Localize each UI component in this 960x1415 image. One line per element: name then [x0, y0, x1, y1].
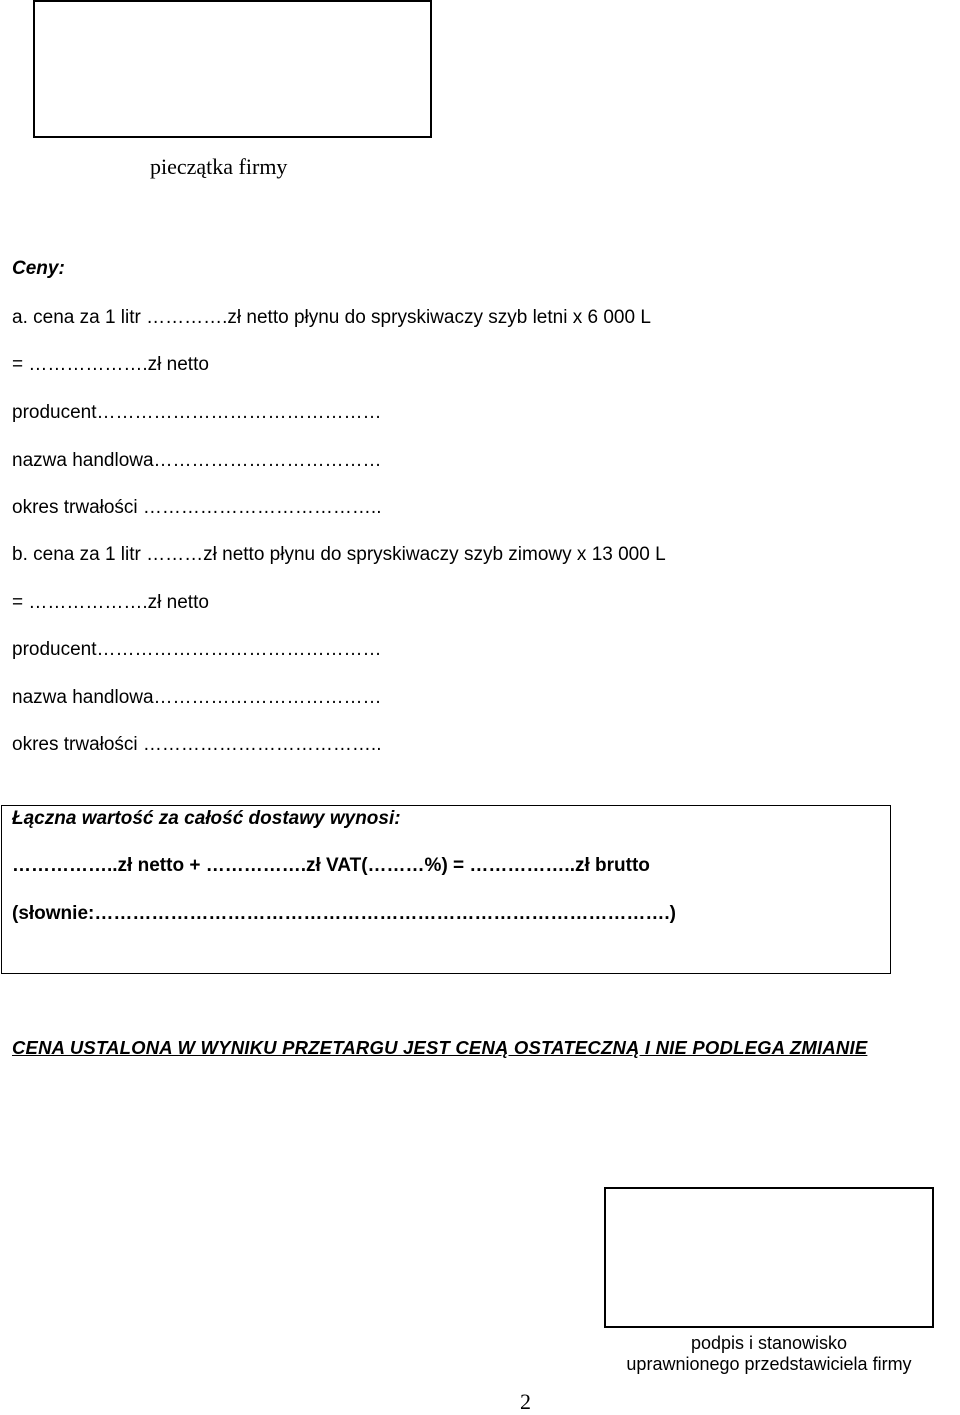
page-number: 2 [520, 1389, 531, 1414]
total-amounts-line: ……………..zł netto + …………….zł VAT(………%) = ……………..zł brutto [12, 855, 650, 876]
total-in-words: (słownie:……………………………………………………………………………….) [12, 903, 676, 924]
item-b-producer: producent……………………………………… [12, 639, 382, 660]
company-stamp-label: pieczątka firmy [150, 154, 288, 179]
total-value-box [1, 805, 891, 974]
company-stamp-box [33, 0, 432, 138]
item-a-shelf-life: okres trwałości ……………………………….. [12, 497, 382, 518]
item-b-price-line: b. cena za 1 litr ………zł netto płynu do spryskiwaczy szyb zimowy x 13 000 L [12, 544, 666, 565]
total-heading: Łączna wartość za całość dostawy wynosi: [12, 808, 401, 829]
item-b-trade-name: nazwa handlowa……………………………… [12, 687, 382, 708]
final-price-notice: CENA USTALONA W WYNIKU PRZETARGU JEST CENĄ OSTATECZNĄ I NIE PODLEGA ZMIANIE [12, 1037, 868, 1058]
item-b-shelf-life: okres trwałości ……………………………….. [12, 734, 382, 755]
prices-heading: Ceny: [12, 258, 65, 279]
item-b-total-line: = ……………….zł netto [12, 592, 209, 613]
signature-caption-line1: podpis i stanowisko [690, 1333, 848, 1353]
signature-caption-line2: uprawnionego przedstawiciela firmy [626, 1354, 912, 1374]
item-a-total-line: = ……………….zł netto [12, 354, 209, 375]
item-a-price-line: a. cena za 1 litr ………….zł netto płynu do spryskiwaczy szyb letni x 6 000 L [12, 307, 651, 328]
item-a-producer: producent……………………………………… [12, 402, 382, 423]
signature-box [604, 1187, 934, 1328]
item-a-trade-name: nazwa handlowa……………………………… [12, 450, 382, 471]
